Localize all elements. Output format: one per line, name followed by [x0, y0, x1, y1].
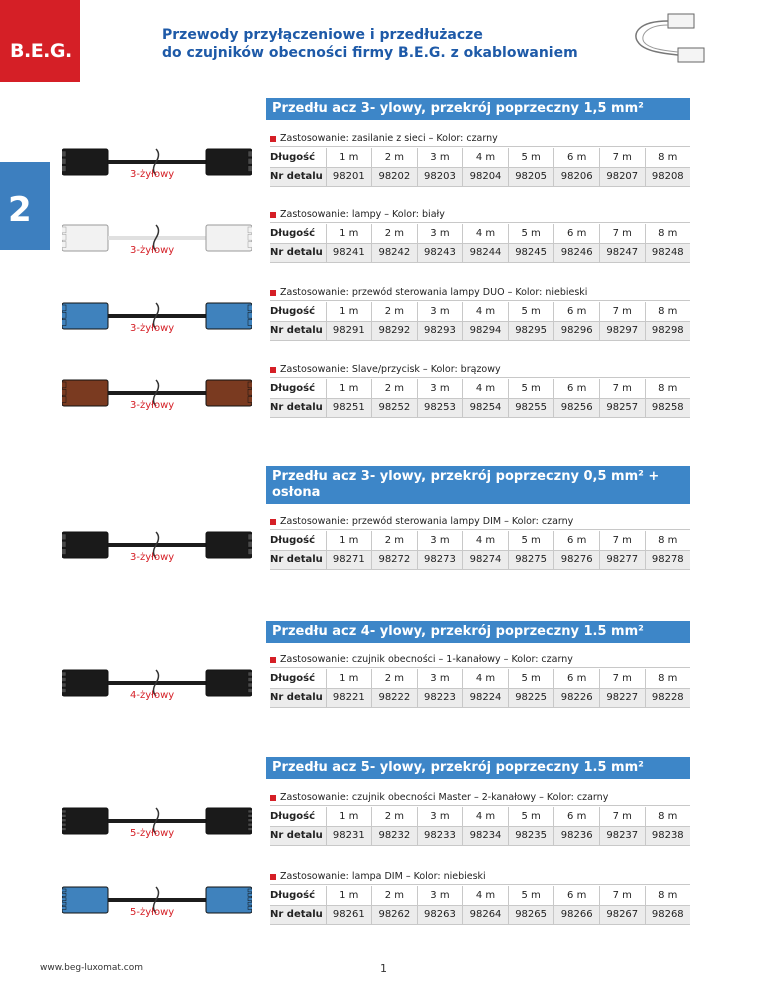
- part-number-cell: 98227: [599, 688, 645, 707]
- part-row-label: Nr detalu: [270, 905, 326, 924]
- length-row-label: Długość: [270, 302, 326, 321]
- length-cell: 1 m: [326, 379, 372, 398]
- usage-line: Zastosowanie: przewód sterowania lampy DUO – Kolor: niebieski: [270, 285, 690, 301]
- length-cell: 7 m: [599, 148, 645, 167]
- length-cell: 8 m: [645, 148, 690, 167]
- length-cell: 4 m: [463, 886, 509, 905]
- part-number-cell: 98234: [463, 826, 509, 845]
- length-cell: 5 m: [508, 886, 554, 905]
- part-number-cell: 98223: [417, 688, 463, 707]
- part-number-cell: 98232: [372, 826, 418, 845]
- length-cell: 7 m: [599, 886, 645, 905]
- part-number-cell: 98262: [372, 905, 418, 924]
- part-row-label: Nr detalu: [270, 398, 326, 417]
- part-number-cell: 98276: [554, 550, 600, 569]
- part-number-cell: 98254: [463, 398, 509, 417]
- length-cell: 2 m: [372, 669, 418, 688]
- part-number-cell: 98255: [508, 398, 554, 417]
- length-cell: 5 m: [508, 669, 554, 688]
- length-cell: 1 m: [326, 669, 372, 688]
- length-cell: 1 m: [326, 886, 372, 905]
- connector-cable-image: [62, 790, 252, 850]
- length-cell: 6 m: [554, 669, 600, 688]
- part-row-label: Nr detalu: [270, 321, 326, 340]
- part-number-cell: 98241: [326, 243, 372, 262]
- length-cell: 2 m: [372, 531, 418, 550]
- length-cell: 8 m: [645, 302, 690, 321]
- part-number-cell: 98243: [417, 243, 463, 262]
- length-cell: 3 m: [417, 224, 463, 243]
- part-number-cell: 98247: [599, 243, 645, 262]
- part-number-cell: 98208: [645, 167, 690, 186]
- part-number-cell: 98264: [463, 905, 509, 924]
- length-cell: 2 m: [372, 148, 418, 167]
- wire-count-label: 5-żyłowy: [130, 828, 175, 839]
- part-number-cell: 98297: [599, 321, 645, 340]
- length-row: [270, 531, 690, 550]
- length-cell: 5 m: [508, 807, 554, 826]
- title-line-1: Przewody przyłączeniowe i przedłużacze: [162, 27, 483, 43]
- section-title: Przedłu acz 4- ylowy, przekrój poprzeczny 1.5 mm²: [266, 621, 690, 643]
- connector-cable-image: [62, 285, 252, 345]
- length-cell: 1 m: [326, 224, 372, 243]
- length-cell: 6 m: [554, 148, 600, 167]
- usage-line: Zastosowanie: lampa DIM – Kolor: niebieski: [270, 869, 690, 885]
- length-cell: 6 m: [554, 379, 600, 398]
- length-cell: 5 m: [508, 379, 554, 398]
- part-number-cell: 98228: [645, 688, 690, 707]
- part-number-cell: 98268: [645, 905, 690, 924]
- part-number-cell: 98236: [554, 826, 600, 845]
- length-cell: 5 m: [508, 302, 554, 321]
- part-number-cell: 98256: [554, 398, 600, 417]
- chapter-tab: [0, 162, 50, 250]
- part-number-row: [270, 243, 690, 262]
- length-cell: 8 m: [645, 224, 690, 243]
- length-cell: 8 m: [645, 531, 690, 550]
- length-cell: 7 m: [599, 531, 645, 550]
- part-number-cell: 98203: [417, 167, 463, 186]
- wire-count-label: 3-żyłowy: [130, 552, 175, 563]
- chapter-number: 2: [8, 190, 32, 230]
- connector-cable-image: [62, 131, 252, 191]
- connector-cable-image: [62, 207, 252, 267]
- length-cell: 5 m: [508, 224, 554, 243]
- part-number-cell: 98291: [326, 321, 372, 340]
- length-row-label: Długość: [270, 148, 326, 167]
- part-number-cell: 98242: [372, 243, 418, 262]
- length-row-label: Długość: [270, 379, 326, 398]
- part-number-cell: 98233: [417, 826, 463, 845]
- length-row: [270, 807, 690, 826]
- length-cell: 3 m: [417, 807, 463, 826]
- part-number-cell: 98246: [554, 243, 600, 262]
- part-number-cell: 98266: [554, 905, 600, 924]
- length-cell: 2 m: [372, 224, 418, 243]
- part-row-label: Nr detalu: [270, 688, 326, 707]
- length-cell: 2 m: [372, 302, 418, 321]
- part-number-cell: 98271: [326, 550, 372, 569]
- footer-url: www.beg-luxomat.com: [40, 963, 143, 973]
- usage-line: Zastosowanie: przewód sterowania lampy DIM – Kolor: czarny: [270, 514, 690, 530]
- spec-table: [270, 379, 690, 418]
- part-number-cell: 98275: [508, 550, 554, 569]
- length-cell: 3 m: [417, 148, 463, 167]
- part-number-cell: 98296: [554, 321, 600, 340]
- length-row: [270, 886, 690, 905]
- cable-coil-image: [628, 8, 708, 68]
- length-row: [270, 669, 690, 688]
- part-number-cell: 98278: [645, 550, 690, 569]
- length-cell: 6 m: [554, 302, 600, 321]
- connector-cable-image: [62, 652, 252, 712]
- part-number-cell: 98263: [417, 905, 463, 924]
- page-title: [162, 26, 578, 62]
- length-cell: 1 m: [326, 807, 372, 826]
- section-title: Przedłu acz 3- ylowy, przekrój poprzeczny 0,5 mm² + osłona: [266, 466, 690, 504]
- length-cell: 6 m: [554, 886, 600, 905]
- length-cell: 8 m: [645, 669, 690, 688]
- part-number-cell: 98238: [645, 826, 690, 845]
- part-number-cell: 98224: [463, 688, 509, 707]
- length-cell: 2 m: [372, 379, 418, 398]
- spec-table: [270, 807, 690, 846]
- length-cell: 8 m: [645, 886, 690, 905]
- part-number-row: [270, 550, 690, 569]
- page-number: 1: [380, 962, 387, 975]
- length-row-label: Długość: [270, 807, 326, 826]
- part-number-cell: 98253: [417, 398, 463, 417]
- part-number-cell: 98248: [645, 243, 690, 262]
- part-number-row: [270, 905, 690, 924]
- length-cell: 1 m: [326, 148, 372, 167]
- wire-count-label: 3-żyłowy: [130, 323, 175, 334]
- length-cell: 3 m: [417, 302, 463, 321]
- part-number-cell: 98226: [554, 688, 600, 707]
- length-cell: 4 m: [463, 669, 509, 688]
- length-cell: 6 m: [554, 531, 600, 550]
- connector-cable-image: [62, 869, 252, 929]
- spec-table: [270, 224, 690, 263]
- wire-count-label: 4-żyłowy: [130, 690, 175, 701]
- part-number-cell: 98221: [326, 688, 372, 707]
- length-cell: 4 m: [463, 224, 509, 243]
- spec-table: [270, 669, 690, 708]
- section-title: Przedłu acz 3- ylowy, przekrój poprzeczny 1,5 mm²: [266, 98, 690, 120]
- usage-line: Zastosowanie: czujnik obecności Master – 2-kanałowy – Kolor: czarny: [270, 790, 690, 806]
- length-row-label: Długość: [270, 669, 326, 688]
- length-cell: 4 m: [463, 148, 509, 167]
- length-row-label: Długość: [270, 531, 326, 550]
- part-number-cell: 98206: [554, 167, 600, 186]
- part-number-cell: 98207: [599, 167, 645, 186]
- length-row: [270, 379, 690, 398]
- length-row: [270, 224, 690, 243]
- usage-line: Zastosowanie: czujnik obecności – 1-kanałowy – Kolor: czarny: [270, 652, 690, 668]
- length-cell: 3 m: [417, 379, 463, 398]
- part-number-cell: 98204: [463, 167, 509, 186]
- part-number-cell: 98222: [372, 688, 418, 707]
- length-cell: 4 m: [463, 302, 509, 321]
- part-row-label: Nr detalu: [270, 550, 326, 569]
- part-number-cell: 98298: [645, 321, 690, 340]
- part-number-cell: 98258: [645, 398, 690, 417]
- part-row-label: Nr detalu: [270, 243, 326, 262]
- length-cell: 6 m: [554, 224, 600, 243]
- part-number-row: [270, 167, 690, 186]
- wire-count-label: 3-żyłowy: [130, 169, 175, 180]
- spec-table: [270, 531, 690, 570]
- length-row-label: Długość: [270, 886, 326, 905]
- part-number-row: [270, 826, 690, 845]
- length-row: [270, 148, 690, 167]
- length-row: [270, 302, 690, 321]
- part-number-cell: 98265: [508, 905, 554, 924]
- length-cell: 3 m: [417, 669, 463, 688]
- length-cell: 3 m: [417, 886, 463, 905]
- connector-cable-image: [62, 514, 252, 574]
- part-number-cell: 98294: [463, 321, 509, 340]
- part-number-row: [270, 398, 690, 417]
- part-number-cell: 98231: [326, 826, 372, 845]
- part-number-cell: 98205: [508, 167, 554, 186]
- length-cell: 8 m: [645, 807, 690, 826]
- part-number-cell: 98235: [508, 826, 554, 845]
- usage-line: Zastosowanie: zasilanie z sieci – Kolor: czarny: [270, 131, 690, 147]
- length-row-label: Długość: [270, 224, 326, 243]
- brand-name: B.E.G.: [398, 45, 446, 61]
- part-number-cell: 98274: [463, 550, 509, 569]
- length-cell: 6 m: [554, 807, 600, 826]
- wire-count-label: 3-żyłowy: [130, 400, 175, 411]
- length-cell: 4 m: [463, 531, 509, 550]
- part-number-cell: 98295: [508, 321, 554, 340]
- spec-table: [270, 302, 690, 341]
- logo-text: B.E.G.: [10, 40, 72, 62]
- length-cell: 7 m: [599, 302, 645, 321]
- part-number-cell: 98202: [372, 167, 418, 186]
- wire-count-label: 5-żyłowy: [130, 907, 175, 918]
- length-cell: 8 m: [645, 379, 690, 398]
- part-number-row: [270, 688, 690, 707]
- section-title: Przedłu acz 5- ylowy, przekrój poprzeczny 1.5 mm²: [266, 757, 690, 779]
- length-cell: 7 m: [599, 224, 645, 243]
- length-cell: 2 m: [372, 807, 418, 826]
- title-line-2: do czujników obecności firmy B.E.G. z okablowaniem: [162, 45, 578, 61]
- part-number-cell: 98257: [599, 398, 645, 417]
- usage-line: Zastosowanie: Slave/przycisk – Kolor: brązowy: [270, 362, 690, 378]
- part-number-row: [270, 321, 690, 340]
- spec-table: [270, 886, 690, 925]
- spec-table: [270, 148, 690, 187]
- length-cell: 4 m: [463, 379, 509, 398]
- length-cell: 1 m: [326, 531, 372, 550]
- wire-count-label: 3-żyłowy: [130, 245, 175, 256]
- part-row-label: Nr detalu: [270, 167, 326, 186]
- length-cell: 2 m: [372, 886, 418, 905]
- part-number-cell: 98244: [463, 243, 509, 262]
- length-cell: 4 m: [463, 807, 509, 826]
- part-number-cell: 98252: [372, 398, 418, 417]
- part-row-label: Nr detalu: [270, 826, 326, 845]
- length-cell: 7 m: [599, 669, 645, 688]
- part-number-cell: 98292: [372, 321, 418, 340]
- part-number-cell: 98277: [599, 550, 645, 569]
- brand-logo: [0, 0, 80, 82]
- usage-line: Zastosowanie: lampy – Kolor: biały: [270, 207, 690, 223]
- part-number-cell: 98273: [417, 550, 463, 569]
- length-cell: 5 m: [508, 148, 554, 167]
- part-number-cell: 98201: [326, 167, 372, 186]
- length-cell: 1 m: [326, 302, 372, 321]
- part-number-cell: 98237: [599, 826, 645, 845]
- part-number-cell: 98267: [599, 905, 645, 924]
- part-number-cell: 98293: [417, 321, 463, 340]
- length-cell: 7 m: [599, 379, 645, 398]
- length-cell: 5 m: [508, 531, 554, 550]
- part-number-cell: 98261: [326, 905, 372, 924]
- length-cell: 3 m: [417, 531, 463, 550]
- part-number-cell: 98251: [326, 398, 372, 417]
- part-number-cell: 98225: [508, 688, 554, 707]
- part-number-cell: 98245: [508, 243, 554, 262]
- length-cell: 7 m: [599, 807, 645, 826]
- part-number-cell: 98272: [372, 550, 418, 569]
- connector-cable-image: [62, 362, 252, 422]
